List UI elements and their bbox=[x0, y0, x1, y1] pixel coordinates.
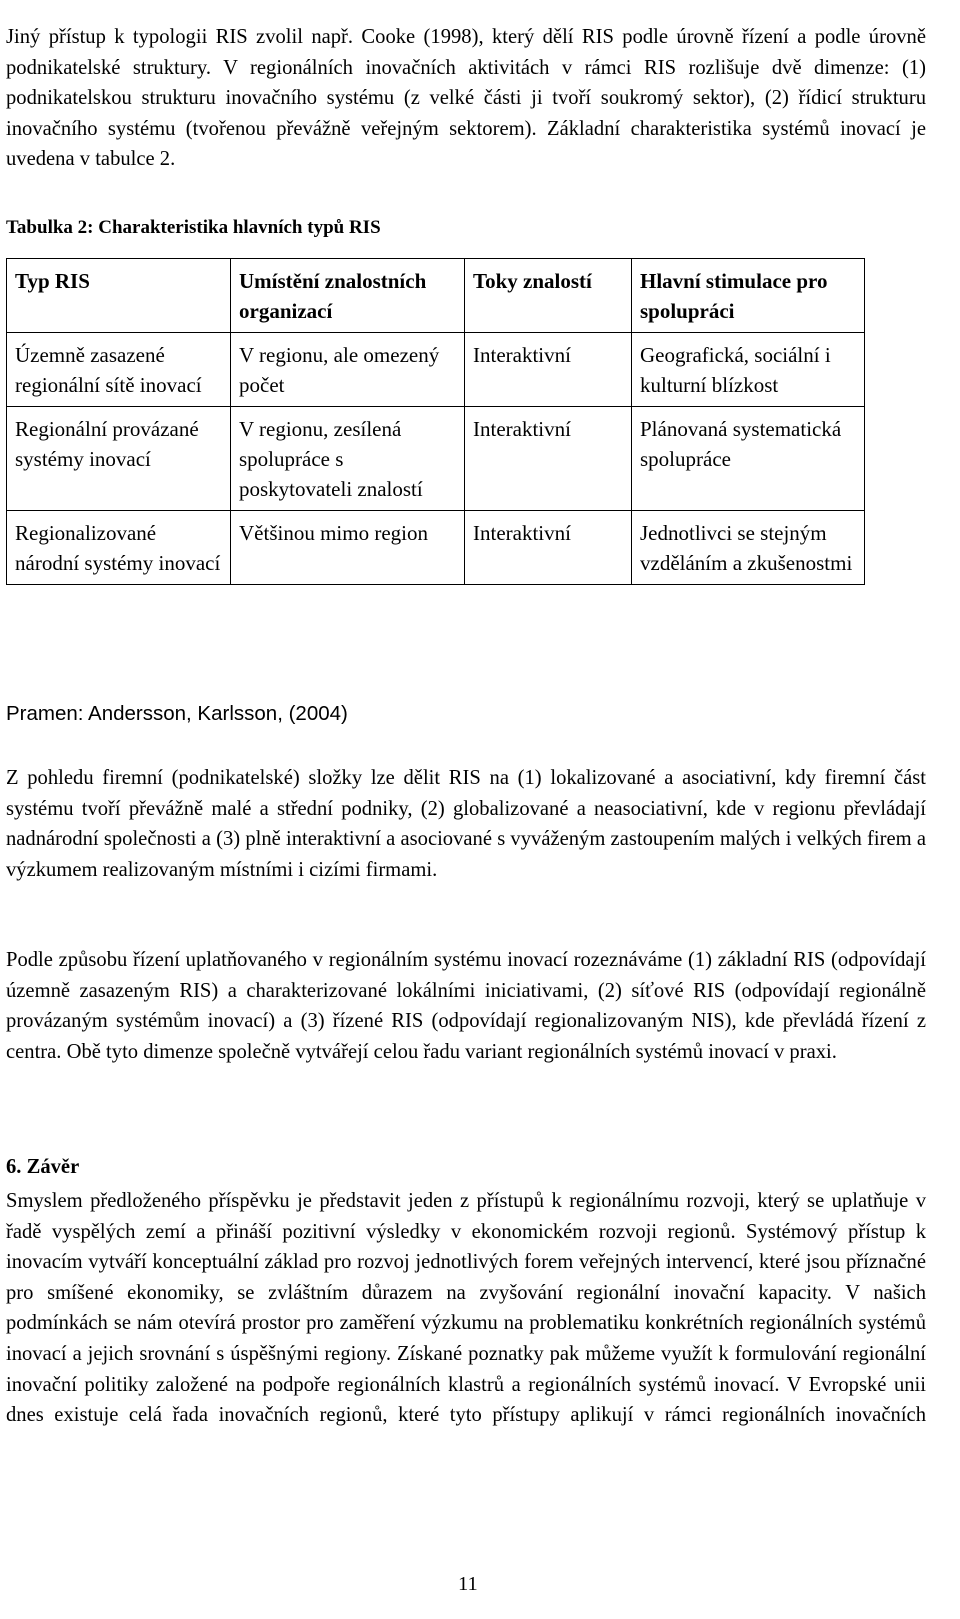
table-source-note: Pramen: Andersson, Karlsson, (2004) bbox=[6, 702, 348, 725]
table-cell: Územně zasazené regionální sítě inovací bbox=[7, 333, 231, 407]
page-number: 11 bbox=[458, 1573, 478, 1595]
header-cell-stimulace: Hlavní stimulace pro spolupráci bbox=[632, 259, 865, 333]
header-cell-typ-ris: Typ RIS bbox=[7, 259, 231, 333]
section-heading-conclusion: 6. Závěr bbox=[6, 1156, 80, 1178]
table-row bbox=[7, 333, 865, 407]
table-cell: Interaktivní bbox=[465, 333, 632, 407]
table-cell: Plánovaná systematická spolupráce bbox=[632, 407, 865, 511]
table-cell: Geografická, sociální i kulturní blízkost bbox=[632, 333, 865, 407]
table-cell: Jednotlivci se stejným vzděláním a zkušenostmi bbox=[632, 511, 865, 585]
table-row bbox=[7, 407, 865, 511]
paragraph-governance: Podle způsobu řízení uplatňovaného v regionálním systému inovací rozeznáváme (1) základní RIS (odpovídají územně zasazeným RIS) a charakterizované lokálními iniciativami, (2) síťové RIS (odpovídají regionálně provázaným systémům inovací) a (3) řízené RIS (odpovídají regionalizovaným NIS), kde převládá řízení z centra. Obě tyto dimenze společně vytvářejí celou řadu variant regionálních systémů inovací v praxi. bbox=[6, 949, 926, 1063]
header-cell-toky: Toky znalostí bbox=[465, 259, 632, 333]
table-cell: V regionu, zesílená spolupráce s poskytovateli znalostí bbox=[231, 407, 465, 511]
header-cell-umisteni: Umístění znalostních organizací bbox=[231, 259, 465, 333]
table-cell: Interaktivní bbox=[465, 511, 632, 585]
table-cell: V regionu, ale omezený počet bbox=[231, 333, 465, 407]
table-cell: Regionalizované národní systémy inovací bbox=[7, 511, 231, 585]
table-header-row bbox=[7, 259, 865, 333]
intro-paragraph: Jiný přístup k typologii RIS zvolil např. Cooke (1998), který dělí RIS podle úrovně řízení a podle úrovně podnikatelské struktury. V regionálních inovačních aktivitách v rámci RIS rozlišuje dvě dimenze: (1) podnikatelskou strukturu inovačního systému (z velké části ji tvoří soukromý sektor), (2) řídicí strukturu inovačního systému (tvořenou převážně veřejným sektorem). Základní charakteristika systémů inovací je uvedena v tabulce 2. bbox=[6, 26, 926, 171]
table-cell: Regionální provázané systémy inovací bbox=[7, 407, 231, 511]
table-caption: Tabulka 2: Charakteristika hlavních typů RIS bbox=[6, 217, 381, 238]
paragraph-firm-component: Z pohledu firemní (podnikatelské) složky lze dělit RIS na (1) lokalizované a asociativní, kdy firemní část systému tvoří převážně malé a střední podniky, (2) globalizované a neasociativní, kde v regionu převládají nadnárodní společnosti a (3) plně interaktivní a asociované s vyváženým zastoupením malých i velkých firem a výzkumem realizovaným místními i cizími firmami. bbox=[6, 767, 926, 881]
table-cell: Většinou mimo region bbox=[231, 511, 465, 585]
table-cell: Interaktivní bbox=[465, 407, 632, 511]
table-row bbox=[7, 511, 865, 585]
paragraph-conclusion: Smyslem předloženého příspěvku je představit jeden z přístupů k regionálnímu rozvoji, který se uplatňuje v řadě vyspělých zemí a přináší pozitivní výsledky v ekonomickém rozvoji regionů. Systémový přístup k inovacím vytváří konceptuální základ pro rozvoj jednotlivých forem veřejných intervencí, které jsou příznačné pro smíšené ekonomiky, se zvláštním důrazem na zvyšování regionální inovační kapacity. V našich podmínkách se nám otevírá prostor pro zaměření výzkumu na problematiku konkrétních regionálních systémů inovací a jejich srovnání s úspěšnými regiony. Získané poznatky pak můžeme využít k formulování regionální inovační politiky založené na podpoře regionálních klastrů a regionálních systémů inovací. V Evropské unii dnes existuje celá řada inovačních regionů, které tyto přístupy aplikují v rámci regionálních inovačních bbox=[6, 1190, 926, 1427]
ris-types-table bbox=[6, 258, 865, 585]
